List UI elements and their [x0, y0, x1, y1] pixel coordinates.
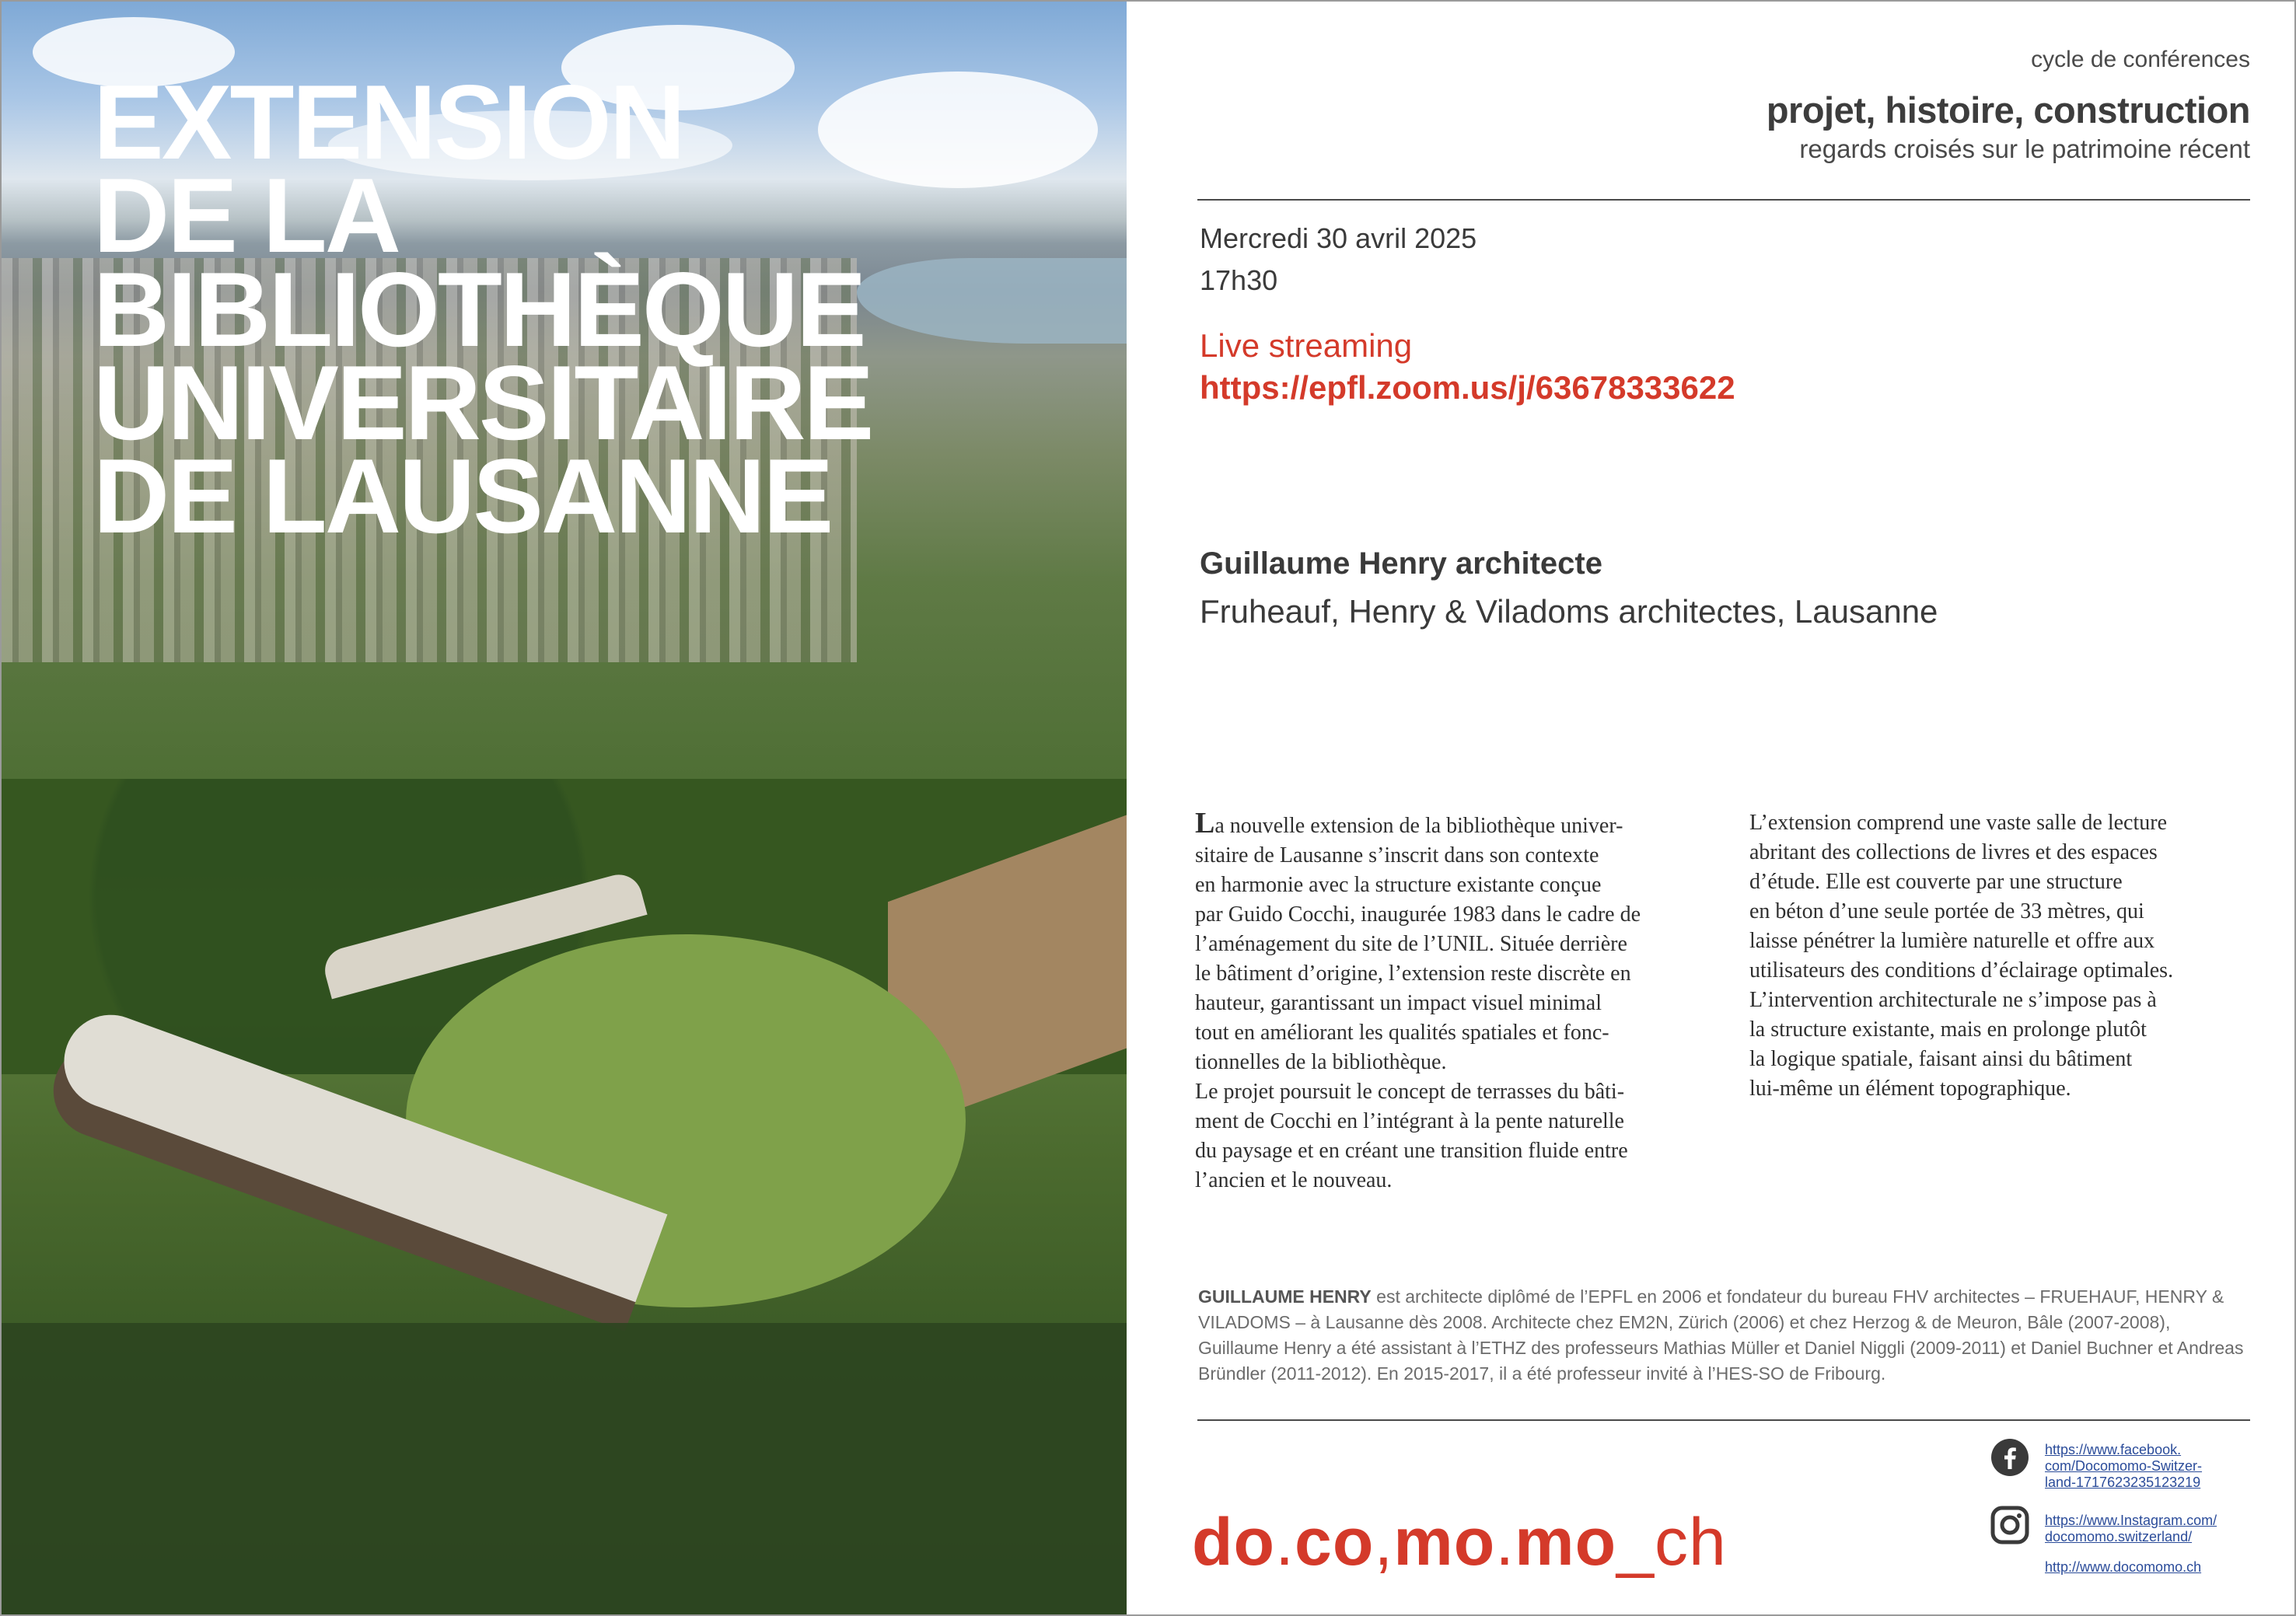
speaker-firm: Fruheauf, Henry & Viladoms architectes, Lausanne — [1200, 593, 1938, 630]
body-text: L’extension comprend une vaste salle de lecture abritant des collections de livres et des espaces d’étude. Elle est couverte par une structure en béton d’une seule portée de 33 mètres, qui laisse pénétrer la lumière naturelle et offre aux utilisateurs des conditions d’éclairage optimales. L’intervention architecturale ne s’impose pas à la structure existante, mais en prolonge plutôt la logique spatiale, faisant ainsi du bâtiment lui-même un élément topographique. — [1749, 811, 2174, 1101]
speaker-bio — [1198, 1284, 2252, 1387]
poster-title — [93, 63, 872, 556]
series-title: projet, histoire, construction — [1766, 89, 2250, 131]
divider — [1197, 199, 2250, 201]
title-line: UNIVERSITAIRE — [93, 344, 872, 462]
event-date: Mercredi 30 avril 2025 — [1200, 222, 1477, 254]
stream-label: Live streaming — [1200, 327, 1413, 364]
bio-name: GUILLAUME HENRY — [1198, 1286, 1372, 1307]
instagram-link[interactable]: https://www.Instagram.com/ docomomo.switzerland/ — [2045, 1513, 2217, 1544]
title-line: DE LAUSANNE — [93, 437, 832, 556]
dropcap: L — [1195, 807, 1215, 839]
event-time: 17h30 — [1200, 264, 1278, 296]
zoom-link[interactable]: https://epfl.zoom.us/j/63678333622 — [1200, 369, 1735, 406]
title-line: BIBLIOTHÈQUE — [93, 250, 865, 368]
docomomo-logo: do.co,mo.mo_ch — [1192, 1505, 1727, 1579]
series-subtitle: regards croisés sur le patrimoine récent — [1799, 134, 2250, 163]
body-text: a nouvelle extension de la bibliothèque univer- sitaire de Lausanne s’inscrit dans son contexte en harmonie avec la structure existante conçue par Guido Cocchi, inaugurée 1983 dans le cadre de l’aménagement du site de l’UNIL. Située derrière le bâtiment d’origine, l’extension reste discrète en hauteur, garantissant un impact visuel minimal tout en améliorant les qualités spatiales et fonc- tionnelles de la bibliothèque. Le projet poursuit le concept de terrasses du bâti- ment de Cocchi en l’intégrant à la pente naturelle du paysage et en créant une transition fluide entre l’ancien et le nouveau. — [1195, 814, 1641, 1192]
bio-text: est architecte diplômé de l’EPFL en 2006 et fondateur du bureau FHV architectes – FRUEHAUF, HENRY & VILADOMS – à Lausanne dès 2008. Architecte chez EM2N, Zürich (2006) et chez Herzog & de Meuron, Bâle (2007-2008), Guillaume Henry a été assistant à l’ETHZ des professeurs Mathias Müller et Daniel Niggli (2009-2011) et Daniel Buchner et Andreas Bründler (2011-2012). En 2015-2017, il a été professeur invité à l’HES-SO de Fribourg. — [1198, 1286, 2244, 1384]
aerial-photo — [2, 2, 1127, 1614]
body-column-1 — [1195, 808, 1693, 1195]
website-link[interactable]: http://www.docomomo.ch — [2045, 1559, 2202, 1575]
facebook-link[interactable]: https://www.facebook. com/Docomomo-Switzer- land-1717623235123219 — [2045, 1442, 2203, 1490]
divider — [1197, 1419, 2250, 1421]
series-label: cycle de conférences — [2031, 47, 2250, 72]
facebook-icon[interactable] — [1990, 1438, 2029, 1477]
title-line: DE LA — [93, 156, 399, 275]
speaker-name: Guillaume Henry architecte — [1200, 546, 1602, 581]
instagram-icon[interactable] — [1990, 1506, 2029, 1544]
body-column-2 — [1749, 808, 2247, 1104]
title-line: EXTENSION — [93, 63, 683, 181]
